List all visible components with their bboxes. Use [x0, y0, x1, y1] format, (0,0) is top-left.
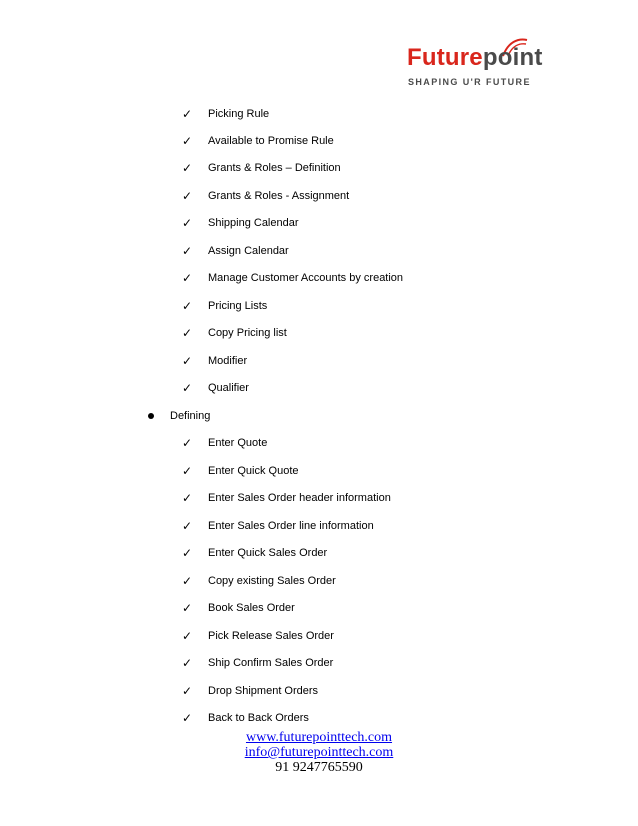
list-item-text: Manage Customer Accounts by creation: [208, 272, 404, 284]
list-item: [182, 298, 267, 314]
list-item-text: Copy Pricing list: [208, 327, 287, 339]
list-item: [182, 160, 341, 176]
list-item-text: Drop Shipment Orders: [208, 685, 319, 697]
list-item: [182, 133, 334, 149]
bullet-icon: [148, 413, 154, 419]
list-item: [182, 683, 318, 699]
list-item-text: Grants & Roles – Definition: [208, 162, 341, 174]
list-item: [182, 573, 336, 589]
list-item: [182, 628, 334, 644]
checkmark-icon: ✓: [182, 574, 193, 588]
checkmark-icon: ✓: [182, 684, 193, 698]
footer-email-line: [0, 745, 638, 760]
list-item: [182, 545, 327, 561]
logo-word-point: point: [482, 44, 543, 71]
list-item-text: Enter Sales Order line information: [208, 520, 374, 532]
list-item-text: Copy existing Sales Order: [208, 575, 336, 587]
checkmark-icon: ✓: [182, 161, 193, 175]
checkmark-icon: ✓: [182, 381, 193, 395]
list-item: [182, 710, 309, 726]
list-item-text: Ship Confirm Sales Order: [208, 657, 334, 669]
list-item: [182, 106, 269, 122]
checkmark-icon: ✓: [182, 326, 193, 340]
checkmark-icon: ✓: [182, 519, 193, 533]
list-item: [182, 380, 249, 396]
list-item: [182, 215, 299, 231]
list-item: [182, 518, 374, 534]
checkmark-icon: ✓: [182, 601, 193, 615]
list-item-text: Qualifier: [208, 382, 249, 394]
checkmark-icon: ✓: [182, 271, 193, 285]
list-item-text: Enter Quote: [208, 437, 268, 449]
list-item: [182, 463, 299, 479]
email-link[interactable]: info@futurepointtech.com: [244, 745, 394, 760]
checkmark-icon: ✓: [182, 711, 193, 725]
list-item: [182, 600, 295, 616]
list-item-text: Back to Back Orders: [208, 712, 309, 724]
footer-website-line: [0, 730, 638, 745]
website-link[interactable]: www.futurepointtech.com: [245, 730, 393, 745]
list-item: [182, 188, 349, 204]
bullet-heading-text: Defining: [170, 410, 211, 422]
checkmark-icon: ✓: [182, 107, 193, 121]
list-item: [182, 435, 267, 451]
list-item: [182, 243, 289, 259]
list-item: [182, 655, 333, 671]
list-item: [182, 270, 403, 286]
logo-wordmark: [407, 46, 543, 70]
list-item-text: Enter Quick Sales Order: [208, 547, 328, 559]
footer-phone: 91 9247765590: [275, 760, 363, 775]
checkmark-icon: ✓: [182, 464, 193, 478]
list-item-text: Enter Sales Order header information: [208, 492, 391, 504]
checkmark-icon: ✓: [182, 491, 193, 505]
checkmark-icon: ✓: [182, 189, 193, 203]
checkmark-icon: ✓: [182, 629, 193, 643]
list-item-text: Enter Quick Quote: [208, 465, 299, 477]
checkmark-icon: ✓: [182, 299, 193, 313]
futurepoint-logo: [404, 36, 543, 92]
list-item: [182, 325, 287, 341]
checkmark-icon: ✓: [182, 244, 193, 258]
logo-tagline: SHAPING U'R FUTURE: [408, 77, 531, 87]
list-item-text: Available to Promise Rule: [208, 135, 334, 147]
list-item: [182, 353, 247, 369]
bullet-heading: [148, 408, 210, 424]
list-item: [182, 490, 391, 506]
checkmark-icon: ✓: [182, 216, 193, 230]
list-item-text: Picking Rule: [208, 108, 270, 120]
list-item-text: Shipping Calendar: [208, 217, 299, 229]
list-item-text: Assign Calendar: [208, 245, 289, 257]
checkmark-icon: ✓: [182, 436, 193, 450]
list-item-text: Pricing Lists: [208, 300, 268, 312]
logo-word-future: Future: [407, 44, 483, 71]
list-item-text: Book Sales Order: [208, 602, 295, 614]
list-item-text: Grants & Roles - Assignment: [208, 190, 350, 202]
checkmark-icon: ✓: [182, 134, 193, 148]
checkmark-icon: ✓: [182, 354, 193, 368]
list-item-text: Modifier: [208, 355, 248, 367]
checkmark-icon: ✓: [182, 546, 193, 560]
checkmark-icon: ✓: [182, 656, 193, 670]
list-item-text: Pick Release Sales Order: [208, 630, 334, 642]
